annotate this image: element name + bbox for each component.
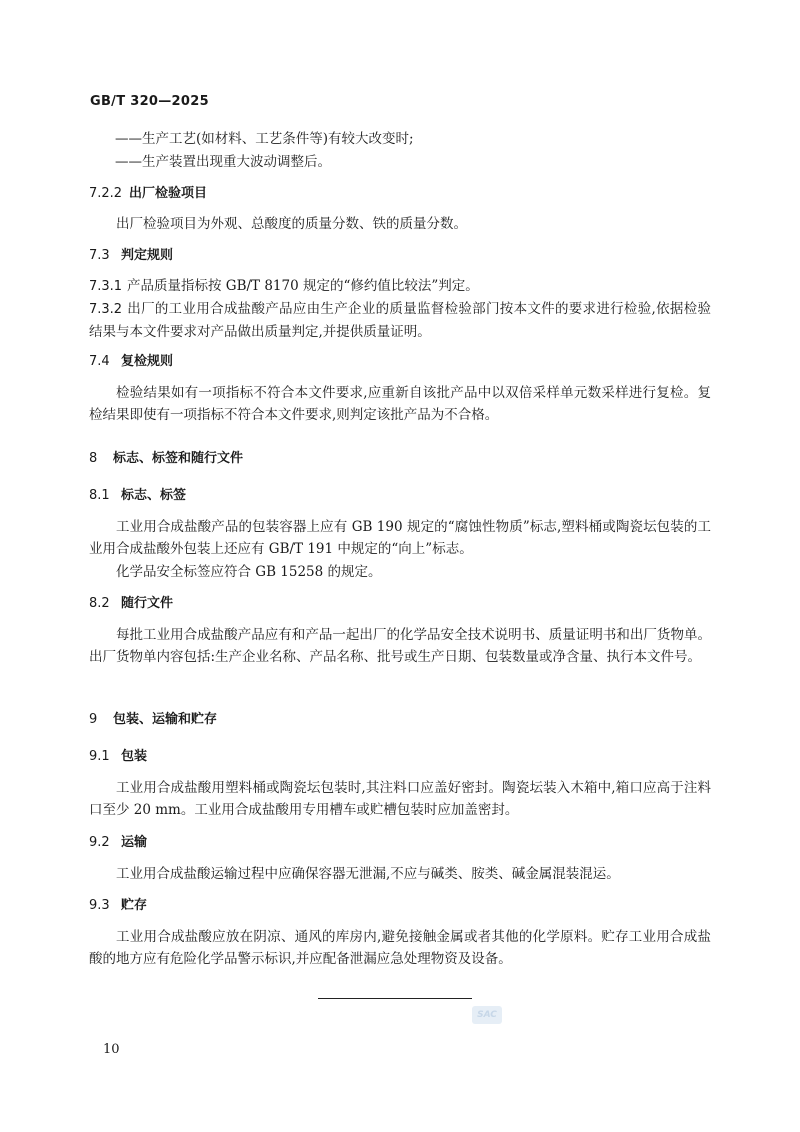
section-8-2-heading — [89, 593, 173, 615]
clause-text: 出厂的工业用合成盐酸产品应由生产企业的质量监督检验部门按本文件的要求进行检验,依据检验结果与本文件要求对产品做出质量判定,并提供质量证明。 — [89, 301, 711, 340]
clause-7-3-1 — [89, 275, 711, 298]
section-number: 9 — [89, 712, 98, 727]
section-9-1-text: 工业用合成盐酸用塑料桶或陶瓷坛包装时,其注料口应盖好密封。陶瓷坛装入木箱中,箱口应高于注料口至少 20 mm。工业用合成盐酸用专用槽车或贮槽包装时应加盖密封。 — [89, 780, 711, 818]
section-number: 8.2 — [89, 596, 110, 611]
dash-item-equipment-adjust: ——生产装置出现重大波动调整后。 — [115, 154, 331, 170]
section-number: 8 — [89, 451, 98, 466]
section-8-1-paragraph-2: 化学品安全标签应符合 GB 15258 的规定。 — [116, 564, 382, 580]
section-number: 8.1 — [89, 488, 110, 503]
clause-number: 7.3.2 — [89, 302, 123, 317]
section-number: 9.1 — [89, 749, 110, 764]
section-9-3-heading — [89, 895, 147, 917]
section-title: 标志、标签 — [121, 488, 187, 503]
section-number: 7.2.2 — [89, 186, 123, 201]
dash-item-process-change: ——生产工艺(如材料、工艺条件等)有较大改变时; — [115, 131, 414, 147]
chapter-8-heading — [89, 448, 243, 470]
section-9-2-heading — [89, 832, 147, 854]
section-8-1-paragraph-1: 工业用合成盐酸产品的包装容器上应有 GB 190 规定的“腐蚀性物质”标志,塑料桶或陶瓷坛包装的工业用合成盐酸外包装上还应有 GB/T 191 中规定的“向上”标志。 — [89, 519, 711, 557]
section-number: 9.2 — [89, 835, 110, 850]
clause-number: 7.3.1 — [89, 279, 123, 294]
section-8-1-heading — [89, 485, 186, 507]
page-number: 10 — [103, 1042, 120, 1057]
section-title: 包装 — [121, 749, 148, 764]
section-9-3-text: 工业用合成盐酸应放在阴凉、通风的库房内,避免接触金属或者其他的化学原料。贮存工业用合成盐酸的地方应有危险化学品警示标识,并应配备泄漏应急处理物资及设备。 — [89, 929, 711, 967]
section-title: 运输 — [121, 835, 148, 850]
section-title: 出厂检验项目 — [129, 186, 208, 201]
section-title: 贮存 — [121, 898, 148, 913]
section-7-3-heading — [89, 245, 173, 267]
section-7-4-heading — [89, 351, 173, 373]
section-7-2-2-heading — [89, 183, 207, 205]
section-number: 9.3 — [89, 898, 110, 913]
clause-text: 产品质量指标按 GB/T 8170 规定的“修约值比较法”判定。 — [127, 278, 479, 294]
section-number: 7.3 — [89, 248, 110, 263]
section-title: 包装、运输和贮存 — [113, 712, 218, 727]
section-number: 7.4 — [89, 354, 110, 369]
standard-number-header: GB/T 320—2025 — [90, 94, 209, 109]
section-9-1-heading — [89, 746, 147, 768]
section-9-2-text: 工业用合成盐酸运输过程中应确保容器无泄漏,不应与碱类、胺类、碱金属混装混运。 — [116, 866, 620, 882]
section-title: 判定规则 — [121, 248, 174, 263]
section-7-2-2-text: 出厂检验项目为外观、总酸度的质量分数、铁的质量分数。 — [116, 216, 467, 232]
chapter-9-heading — [89, 709, 217, 731]
section-title: 标志、标签和随行文件 — [113, 451, 244, 466]
section-title: 随行文件 — [121, 596, 174, 611]
end-of-document-rule — [318, 998, 472, 999]
section-7-4-text: 检验结果如有一项指标不符合本文件要求,应重新自该批产品中以双倍采样单元数采样进行复检。复检结果即使有一项指标不符合本文件要求,则判定该批产品为不合格。 — [89, 385, 711, 423]
clause-7-3-2 — [89, 298, 711, 343]
section-8-2-text: 每批工业用合成盐酸产品应有和产品一起出厂的化学品安全技术说明书、质量证明书和出厂货物单。出厂货物单内容包括:生产企业名称、产品名称、批号或生产日期、包装数量或净含量、执行本文件号。 — [89, 627, 711, 665]
section-title: 复检规则 — [121, 354, 174, 369]
sac-watermark-logo: SAC — [472, 1006, 502, 1024]
